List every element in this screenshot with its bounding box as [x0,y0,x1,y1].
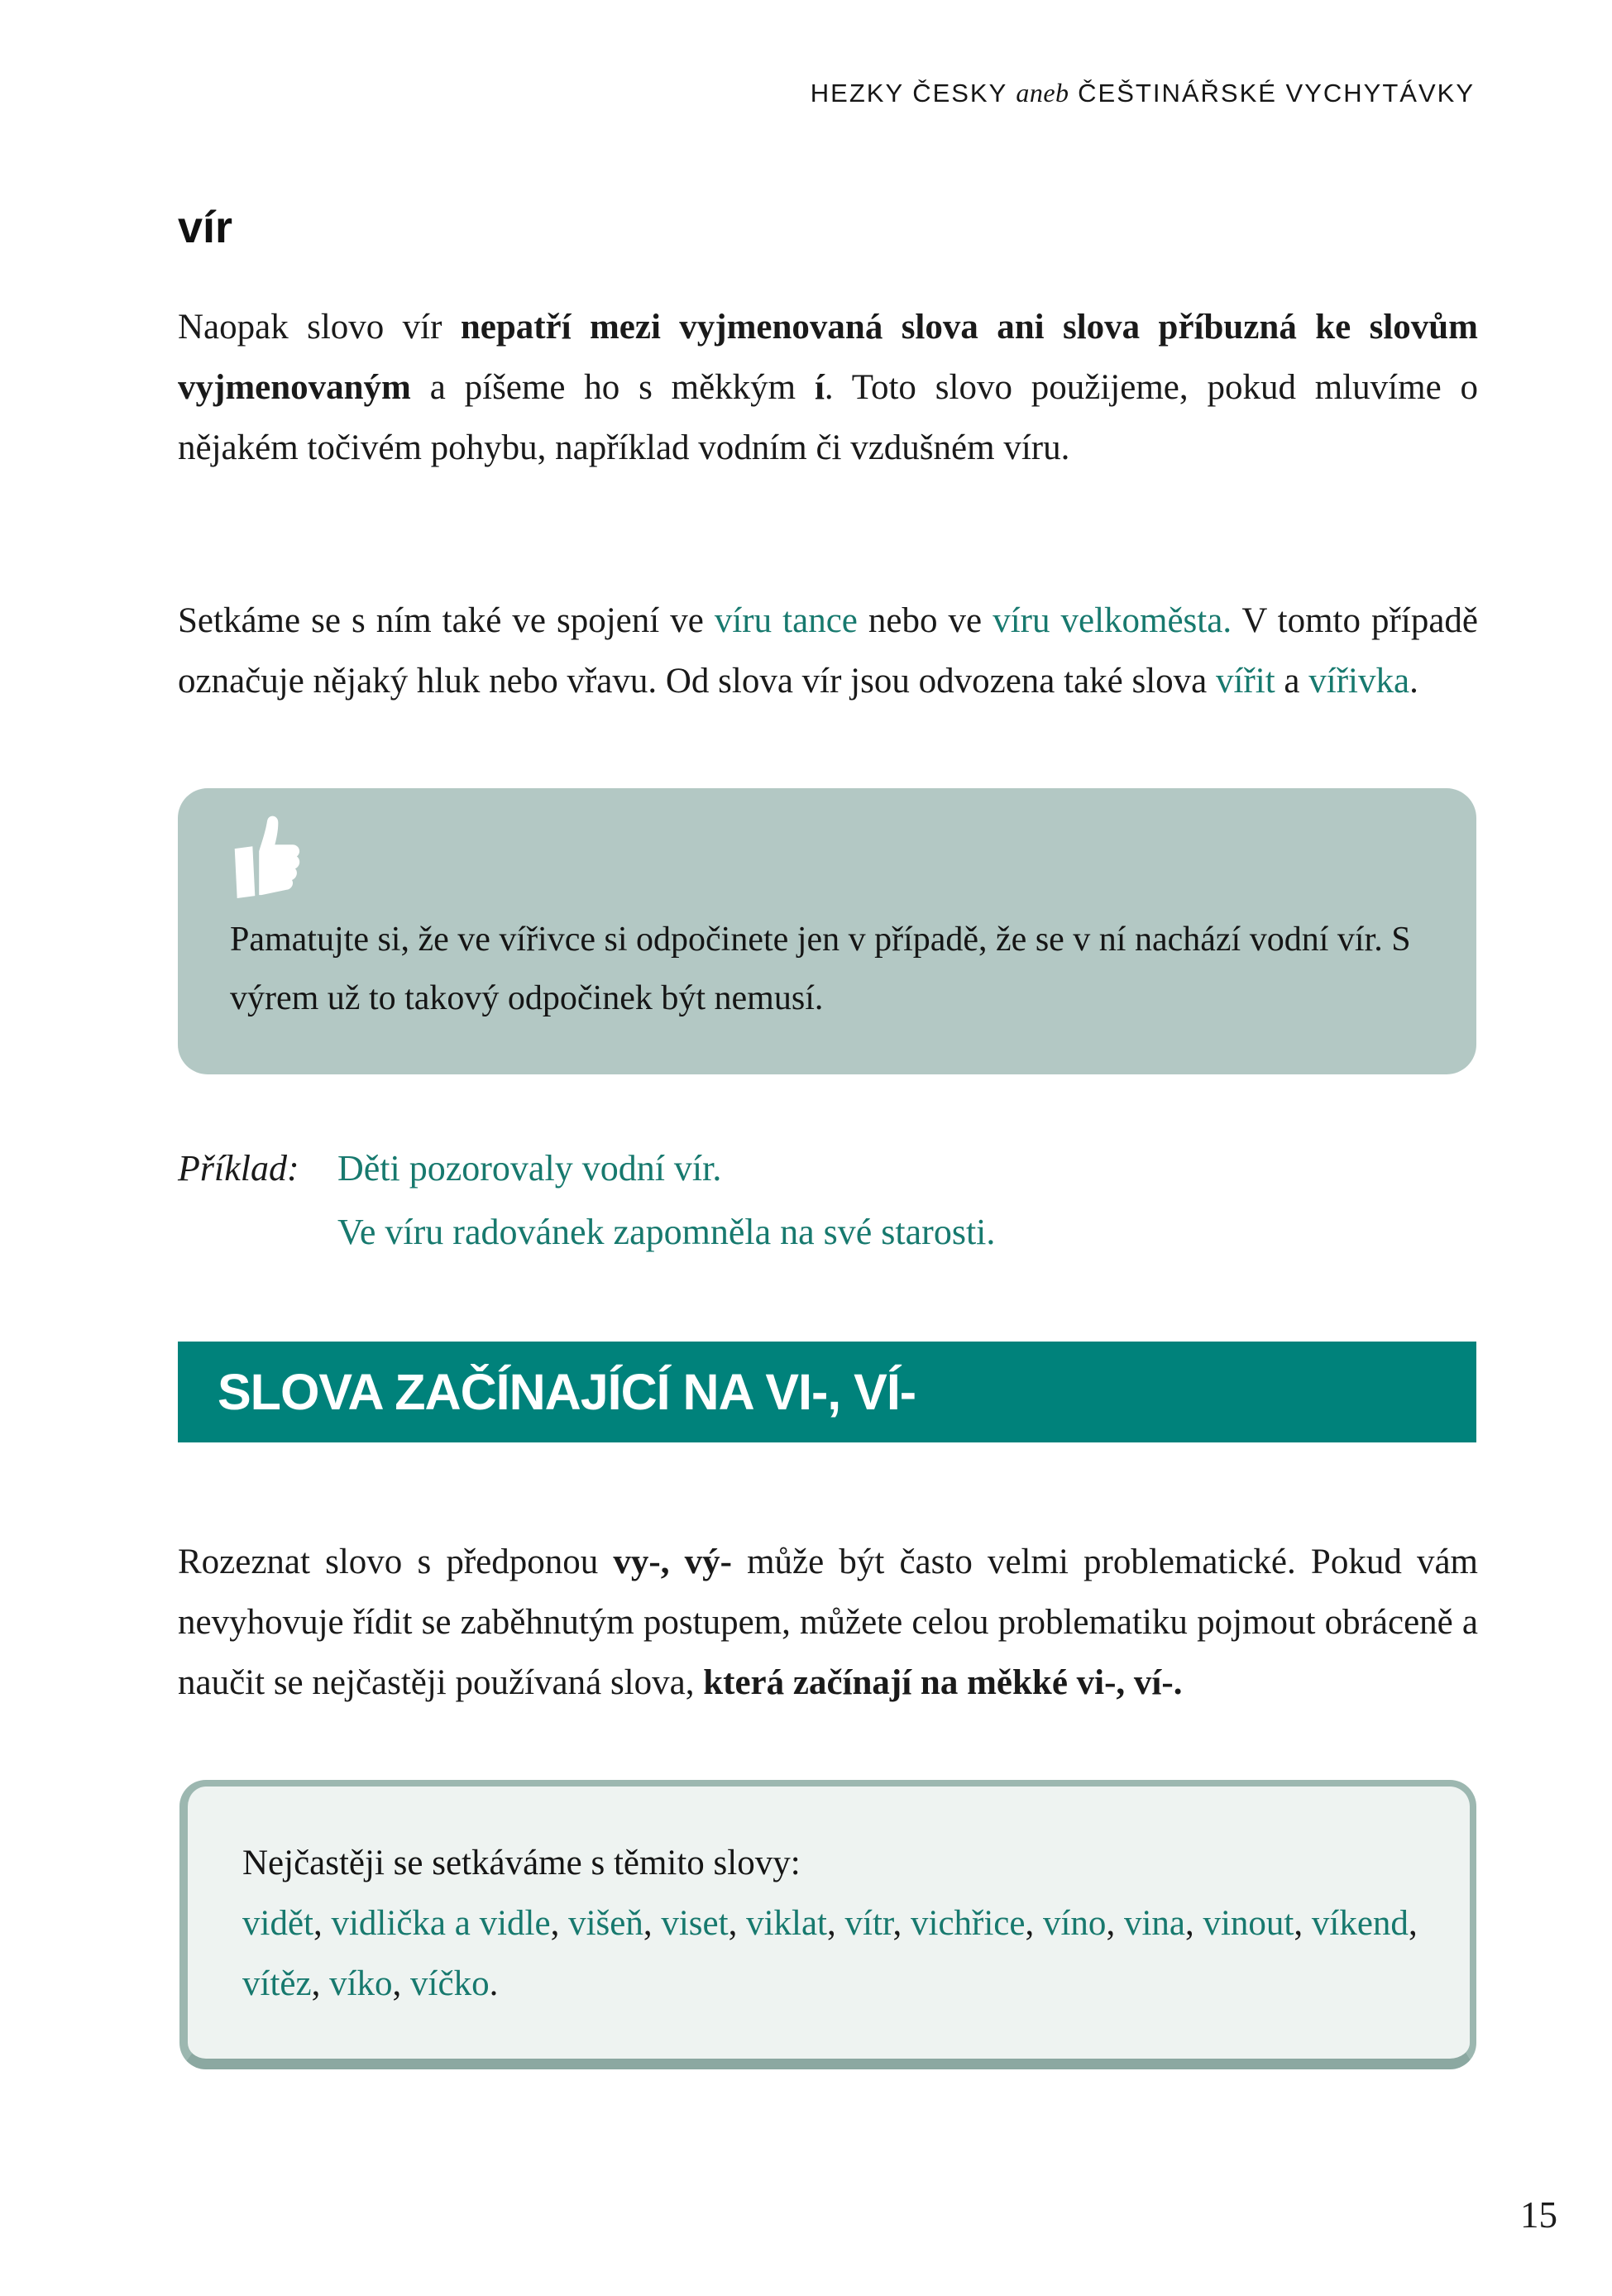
example-label: Příklad: [178,1148,299,1189]
entry-title-vir: vír [178,203,233,252]
running-head-part1: HEZKY ČESKY [810,79,1016,108]
word-list-content [242,1833,1433,2014]
running-head-part3: ČEŠTINÁŘSKÉ VYCHYTÁVKY [1069,79,1475,108]
section-banner-title: SLOVA ZAČÍNAJÍCÍ NA VI-, VÍ- [218,1364,916,1420]
word-list-intro: Nejčastěji se setkáváme s těmito slovy: [242,1844,801,1882]
paragraph-vi-intro: Rozeznat slovo s předponou vy-, vý- může být často velmi problematické. Pokud vám nevyhovuje řídit se zaběhnutým postupem, můžete celou problematiku pojmout obráceně a naučit se nejčastěji používaná slova, která začínají na měkké vi-, ví-. [178,1543,1478,1702]
paragraph-vir-usage: Setkáme se s ním také ve spojení ve víru tance nebo ve víru velkoměsta. V tomto případě označuje nějaký hluk nebo vřavu. Od slova vír jsou odvozena také slova vířit a vířivka. [178,601,1478,701]
section-banner [178,1342,1476,1442]
running-head [811,78,1475,108]
running-head-aneb: aneb [1016,78,1069,108]
tip-callout-text: Pamatujte si, že ve vířivce si odpočinete jen v případě, že se v ní nachází vodní vír. S výrem už to takový odpočinek být nemusí. [230,921,1411,1017]
example-sentences [337,1136,995,1264]
word-list-box [179,1780,1476,2069]
tip-callout-box [178,788,1476,1074]
example-sentence-2: Ve víru radovánek zapomněla na své starosti. [337,1212,996,1252]
example-sentence-1: Děti pozorovaly vodní vír. [337,1148,722,1189]
word-list: vidět, vidlička a vidle, višeň, viset, viklat, vítr, vichřice, víno, vina, vinout, víkend, vítěz, víko, víčko. [242,1904,1418,2003]
page-number: 15 [1520,2194,1557,2236]
paragraph-vir-definition: Naopak slovo vír nepatří mezi vyjmenovaná slova ani slova příbuzná ke slovům vyjmenovaným a píšeme ho s měkkým í. Toto slovo použijeme, pokud mluvíme o nějakém točivém pohybu, například vodním či vzdušném víru. [178,308,1479,467]
thumbs-up-icon [230,811,306,901]
